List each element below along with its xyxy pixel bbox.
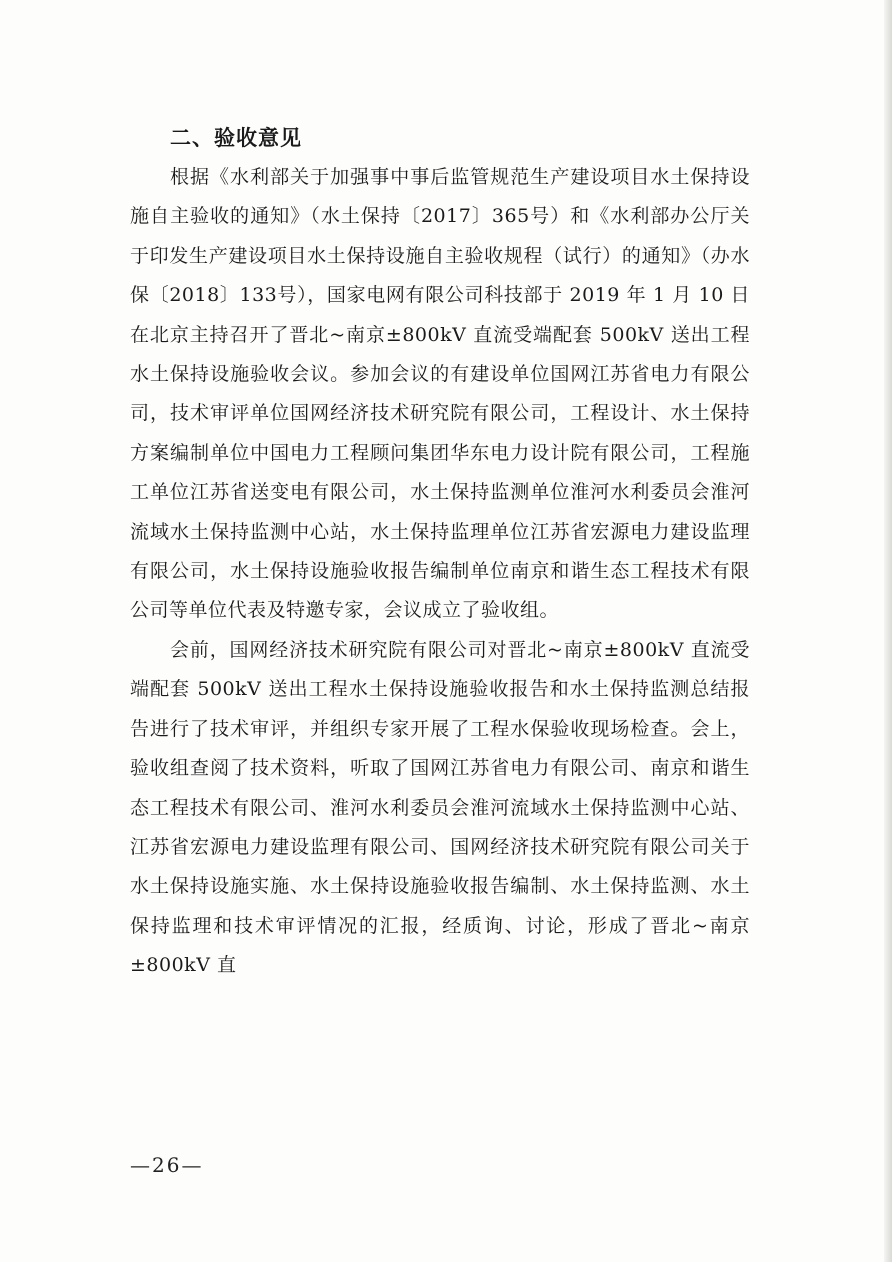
- paragraph-technical-review: 会前，国网经济技术研究院有限公司对晋北~南京±800kV 直流受端配套 500kV 送出工程水土保持设施验收报告和水土保持监测总结报告进行了技术审评，并组织专家开展了工程水保验收现场检查。会上，验收组查阅了技术资料，听取了国网江苏省电力有限公司、南京和谐生态工程技术有限公司、淮河水利委员会淮河流域水土保持监测中心站、江苏省宏源电力建设监理有限公司、国网经济技术研究院有限公司关于水土保持设施实施、水土保持设施验收报告编制、水土保持监测、水土保持监理和技术审评情况的汇报，经质询、讨论，形成了晋北~南京±800kV 直: [130, 638, 750, 977]
- page-number: —26—: [130, 1153, 204, 1177]
- scan-edge: [884, 0, 892, 1262]
- paragraph-acceptance-meeting: 根据《水利部关于加强事中事后监管规范生产建设项目水土保持设施自主验收的通知》（水土保持〔2017〕365号）和《水利部办公厅关于印发生产建设项目水土保持设施自主验收规程（试行）的通知》（办水保〔2018〕133号），国家电网有限公司科技部于 2019 年 1 月 10 日在北京主持召开了晋北~南京±800kV 直流受端配套 500kV 送出工程水土保持设施验收会议。参加会议的有建设单位国网江苏省电力有限公司，技术审评单位国网经济技术研究院有限公司，工程设计、水土保持方案编制单位中国电力工程顾问集团华东电力设计院有限公司，工程施工单位江苏省送变电有限公司，水土保持监测单位淮河水利委员会淮河流域水土保持监测中心站，水土保持监理单位江苏省宏源电力建设监理有限公司，水土保持设施验收报告编制单位南京和谐生态工程技术有限公司等单位代表及特邀专家，会议成立了验收组。: [130, 166, 750, 622]
- document-body: [130, 118, 750, 986]
- section-heading: 二、验收意见: [170, 126, 302, 150]
